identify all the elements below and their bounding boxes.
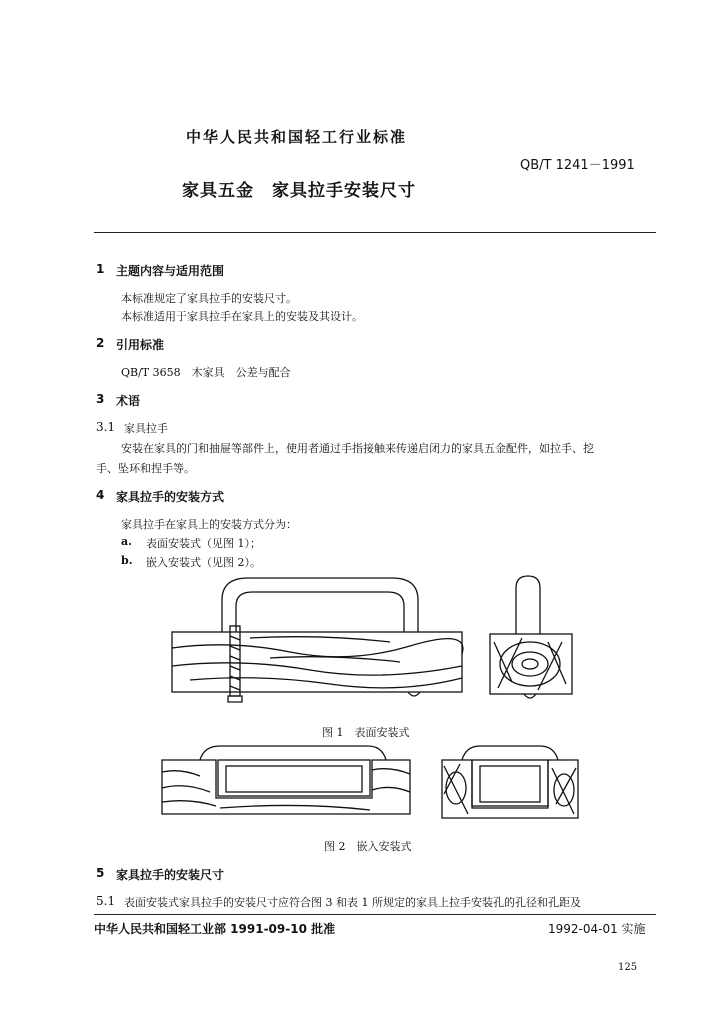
- subsection-number: 3.1: [96, 420, 116, 434]
- section-title: 家具拉手的安装方式: [116, 490, 225, 504]
- paragraph: 本标准适用于家具拉手在家具上的安装及其设计。: [121, 310, 363, 323]
- paragraph: 安装在家具的门和抽屉等部件上，使用者通过手指接触来传递启闭力的家具五金配件，如拉手、挖: [121, 442, 594, 455]
- section-number: 3: [96, 392, 105, 406]
- header-rule: [94, 232, 656, 233]
- list-item: 表面安装式（见图 1）；: [146, 537, 261, 550]
- footer-rule: [94, 914, 656, 915]
- subsection-title: 家具拉手: [124, 422, 168, 435]
- document-title: 家具五金 家具拉手安装尺寸: [182, 181, 416, 201]
- section-title: 家具拉手的安装尺寸: [116, 868, 225, 882]
- list-label: a.: [121, 535, 132, 548]
- section-number: 5: [96, 866, 105, 880]
- section-title: 术语: [116, 394, 141, 408]
- section-number: 1: [96, 262, 105, 276]
- standard-number: QB/T 1241－1991: [520, 158, 635, 173]
- figure-2-side-view: [160, 742, 415, 817]
- subsection-number: 5.1: [96, 894, 116, 908]
- org-title: 中华人民共和国轻工行业标准: [186, 128, 408, 146]
- paragraph: 本标准规定了家具拉手的安装尺寸。: [121, 292, 297, 305]
- list-label: b.: [121, 554, 133, 567]
- reference-entry: QB/T 3658 木家具 公差与配合: [121, 366, 291, 379]
- paragraph: 表面安装式家具拉手的安装尺寸应符合图 3 和表 1 所规定的家具上拉手安装孔的孔径和孔距及: [124, 896, 581, 909]
- paragraph: 手、坠环和捏手等。: [96, 462, 195, 475]
- section-number: 2: [96, 336, 105, 350]
- figure-1-side-view: [170, 570, 470, 705]
- figure-2-end-view: [440, 744, 582, 822]
- implementation-date: 1992-04-01 实施: [548, 922, 646, 936]
- paragraph: 家具拉手在家具上的安装方式分为：: [121, 518, 297, 531]
- approval-line: 中华人民共和国轻工业部 1991-09-10 批准: [94, 922, 336, 936]
- section-title: 引用标准: [116, 338, 165, 352]
- page-number: 125: [618, 962, 638, 973]
- section-title: 主题内容与适用范围: [116, 264, 225, 278]
- figure-1-caption: 图 1 表面安装式: [322, 726, 410, 739]
- section-number: 4: [96, 488, 105, 502]
- figure-1-end-view: [488, 572, 578, 704]
- list-item: 嵌入安装式（见图 2）。: [146, 556, 261, 569]
- figure-2-caption: 图 2 嵌入安装式: [324, 840, 412, 853]
